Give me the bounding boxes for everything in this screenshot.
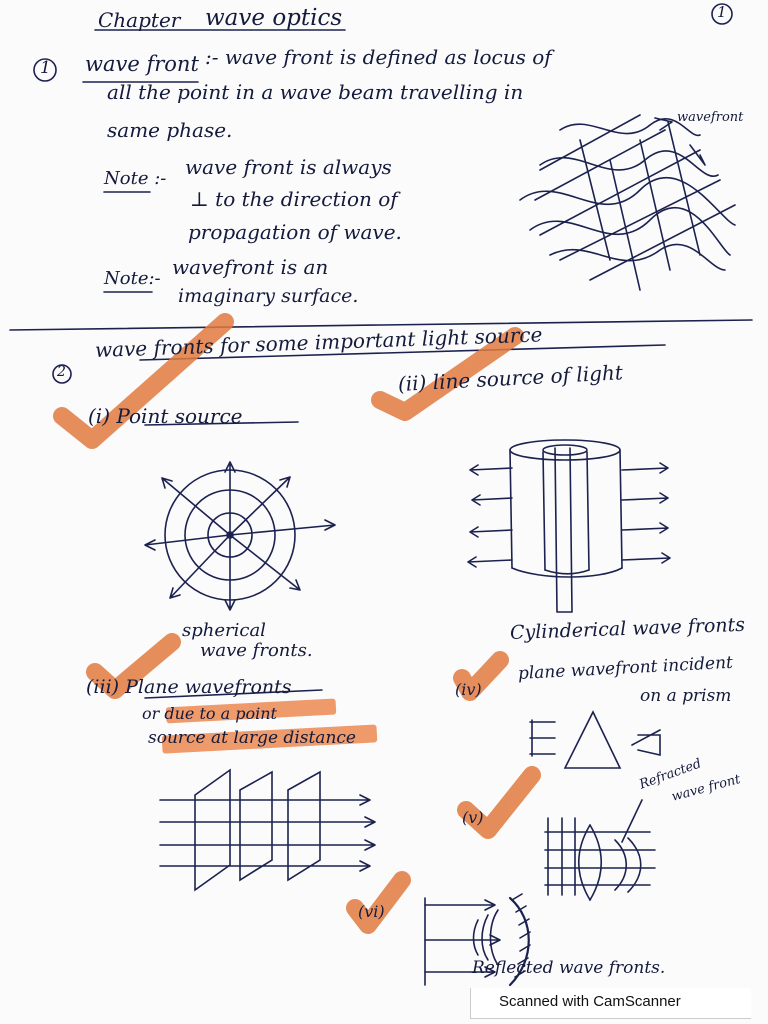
chapter-label: Chapter bbox=[98, 8, 181, 32]
reflected-label: Reflected wave fronts. bbox=[472, 958, 666, 978]
spherical-label-2: wave fronts. bbox=[200, 640, 313, 661]
definition-line-1: :- wave front is defined as locus of bbox=[205, 45, 552, 69]
page-number: 1 bbox=[717, 3, 727, 21]
note2-label: Note:- bbox=[104, 268, 161, 289]
item-vi-number: (vi) bbox=[358, 902, 385, 921]
chapter-title: wave optics bbox=[205, 5, 343, 31]
note1-line-2: ⊥ to the direction of bbox=[190, 187, 398, 211]
section2-number: 2 bbox=[57, 364, 66, 380]
note2-line-2: imaginary surface. bbox=[178, 285, 359, 307]
section1-number: 1 bbox=[40, 58, 51, 78]
item-v-number: (v) bbox=[462, 808, 484, 827]
note1-line-1: wave front is always bbox=[185, 155, 392, 179]
item-iv-number: (iv) bbox=[455, 680, 482, 699]
wavefront-grid-diagram bbox=[520, 115, 735, 290]
item-iii-note-2: source at large distance bbox=[148, 728, 356, 748]
plane-wavefront-diagram bbox=[160, 770, 375, 890]
point-source-diagram bbox=[145, 462, 335, 610]
definition-line-2: all the point in a wave beam travelling in bbox=[107, 80, 524, 104]
item-iii-plane-wavefronts: (iii) Plane wavefronts bbox=[86, 676, 292, 698]
item-ii-line-source: (ii) line source of light bbox=[397, 360, 624, 396]
item-iv-line-2: on a prism bbox=[640, 686, 732, 706]
item-iv-line-1: plane wavefront incident bbox=[517, 652, 734, 684]
item-iii-note-1: or due to a point bbox=[142, 704, 277, 723]
camscanner-footer bbox=[470, 988, 751, 1019]
refracted-label-2: wave front bbox=[670, 772, 743, 805]
line-source-diagram bbox=[468, 440, 670, 612]
note1-line-3: propagation of wave. bbox=[188, 220, 402, 244]
section2-heading: wave fronts for some important light source bbox=[94, 322, 543, 362]
item-i-point-source: (i) Point source bbox=[88, 404, 243, 428]
wavefront-diagram-label: wavefront bbox=[677, 110, 744, 125]
prism-diagram bbox=[530, 712, 660, 768]
footer-text: Scanned with CamScanner bbox=[499, 993, 681, 1010]
lens-diagram bbox=[545, 800, 655, 900]
wavefront-term: wave front bbox=[85, 52, 199, 76]
note2-line-1: wavefront is an bbox=[172, 255, 329, 279]
definition-line-3: same phase. bbox=[107, 118, 233, 142]
cylindrical-label: Cylinderical wave fronts bbox=[509, 613, 746, 644]
refracted-label-1: Refracted bbox=[637, 756, 704, 793]
spherical-label-1: spherical bbox=[182, 620, 266, 641]
note1-label: Note :- bbox=[104, 168, 167, 189]
